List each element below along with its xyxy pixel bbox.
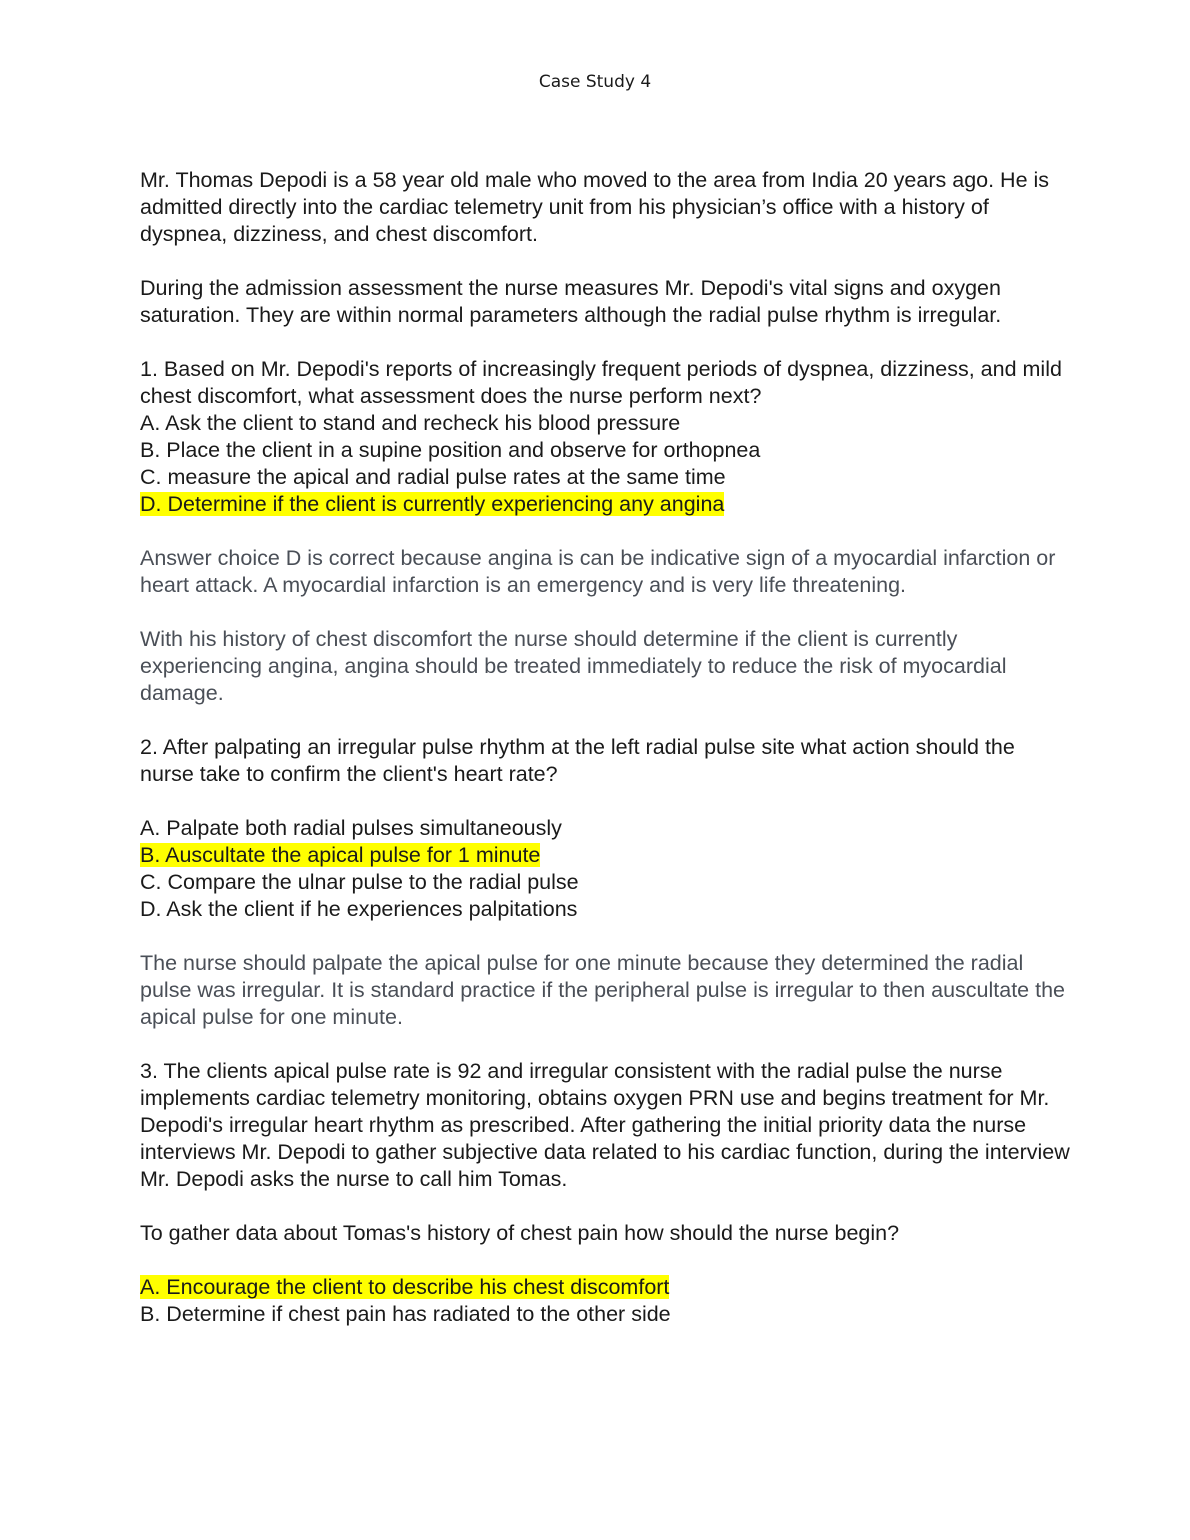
question-3-text: To gather data about Tomas's history of chest pain how should the nurse begin? [140, 1221, 900, 1245]
question-2-option-d: D. Ask the client if he experiences palpitations [140, 897, 578, 921]
question-2-option-c: C. Compare the ulnar pulse to the radial pulse [140, 870, 579, 894]
question-1-option-c: C. measure the apical and radial pulse rates at the same time [140, 465, 726, 489]
question-1-rationale-1: Answer choice D is correct because angina is can be indicative sign of a myocardial infarction or heart attack. A myocardial infarction is an emergency and is very life threatening. [140, 546, 1056, 597]
intro-paragraph-2: During the admission assessment the nurse measures Mr. Depodi's vital signs and oxygen saturation. They are within normal parameters although the radial pulse rhythm is irregular. [140, 276, 1002, 327]
question-1-rationale-2: With his history of chest discomfort the nurse should determine if the client is currently experiencing angina, angina should be treated immediately to reduce the risk of myocardial damage. [140, 627, 1007, 705]
intro-paragraph-1: Mr. Thomas Depodi is a 58 year old male who moved to the area from India 20 years ago. He is admitted directly into the cardiac telemetry unit from his physician’s office with a history of dyspnea, dizziness, and chest discomfort. [140, 168, 1050, 246]
question-1-option-b: B. Place the client in a supine position and observe for orthopnea [140, 438, 761, 462]
question-1-option-d-correct: D. Determine if the client is currently experiencing any angina [140, 492, 725, 516]
document-body [140, 167, 1070, 1328]
question-2-option-a: A. Palpate both radial pulses simultaneously [140, 816, 562, 840]
question-1-option-a: A. Ask the client to stand and recheck his blood pressure [140, 411, 681, 435]
document-title: Case Study 4 [538, 72, 652, 92]
question-2-option-b-correct: B. Auscultate the apical pulse for 1 minute [140, 843, 541, 867]
question-3-option-a-correct: A. Encourage the client to describe his chest discomfort [140, 1275, 670, 1299]
question-3-scenario: 3. The clients apical pulse rate is 92 and irregular consistent with the radial pulse the nurse implements cardiac telemetry monitoring, obtains oxygen PRN use and begins treatment for Mr. Depodi's irregular heart rhythm as prescribed. After gathering the initial priority data the nurse interviews Mr. Depodi to gather subjective data related to his cardiac function, during the interview Mr. Depodi asks the nurse to call him Tomas. [140, 1059, 1070, 1191]
question-1-text: 1. Based on Mr. Depodi's reports of increasingly frequent periods of dyspnea, dizziness, and mild chest discomfort, what assessment does the nurse perform next? [140, 357, 1062, 408]
question-2-text: 2. After palpating an irregular pulse rhythm at the left radial pulse site what action should the nurse take to confirm the client's heart rate? [140, 735, 1015, 786]
question-2-rationale: The nurse should palpate the apical pulse for one minute because they determined the radial pulse was irregular. It is standard practice if the peripheral pulse is irregular to then auscultate the apical pulse for one minute. [140, 951, 1065, 1029]
question-3-option-b: B. Determine if chest pain has radiated to the other side [140, 1302, 671, 1326]
